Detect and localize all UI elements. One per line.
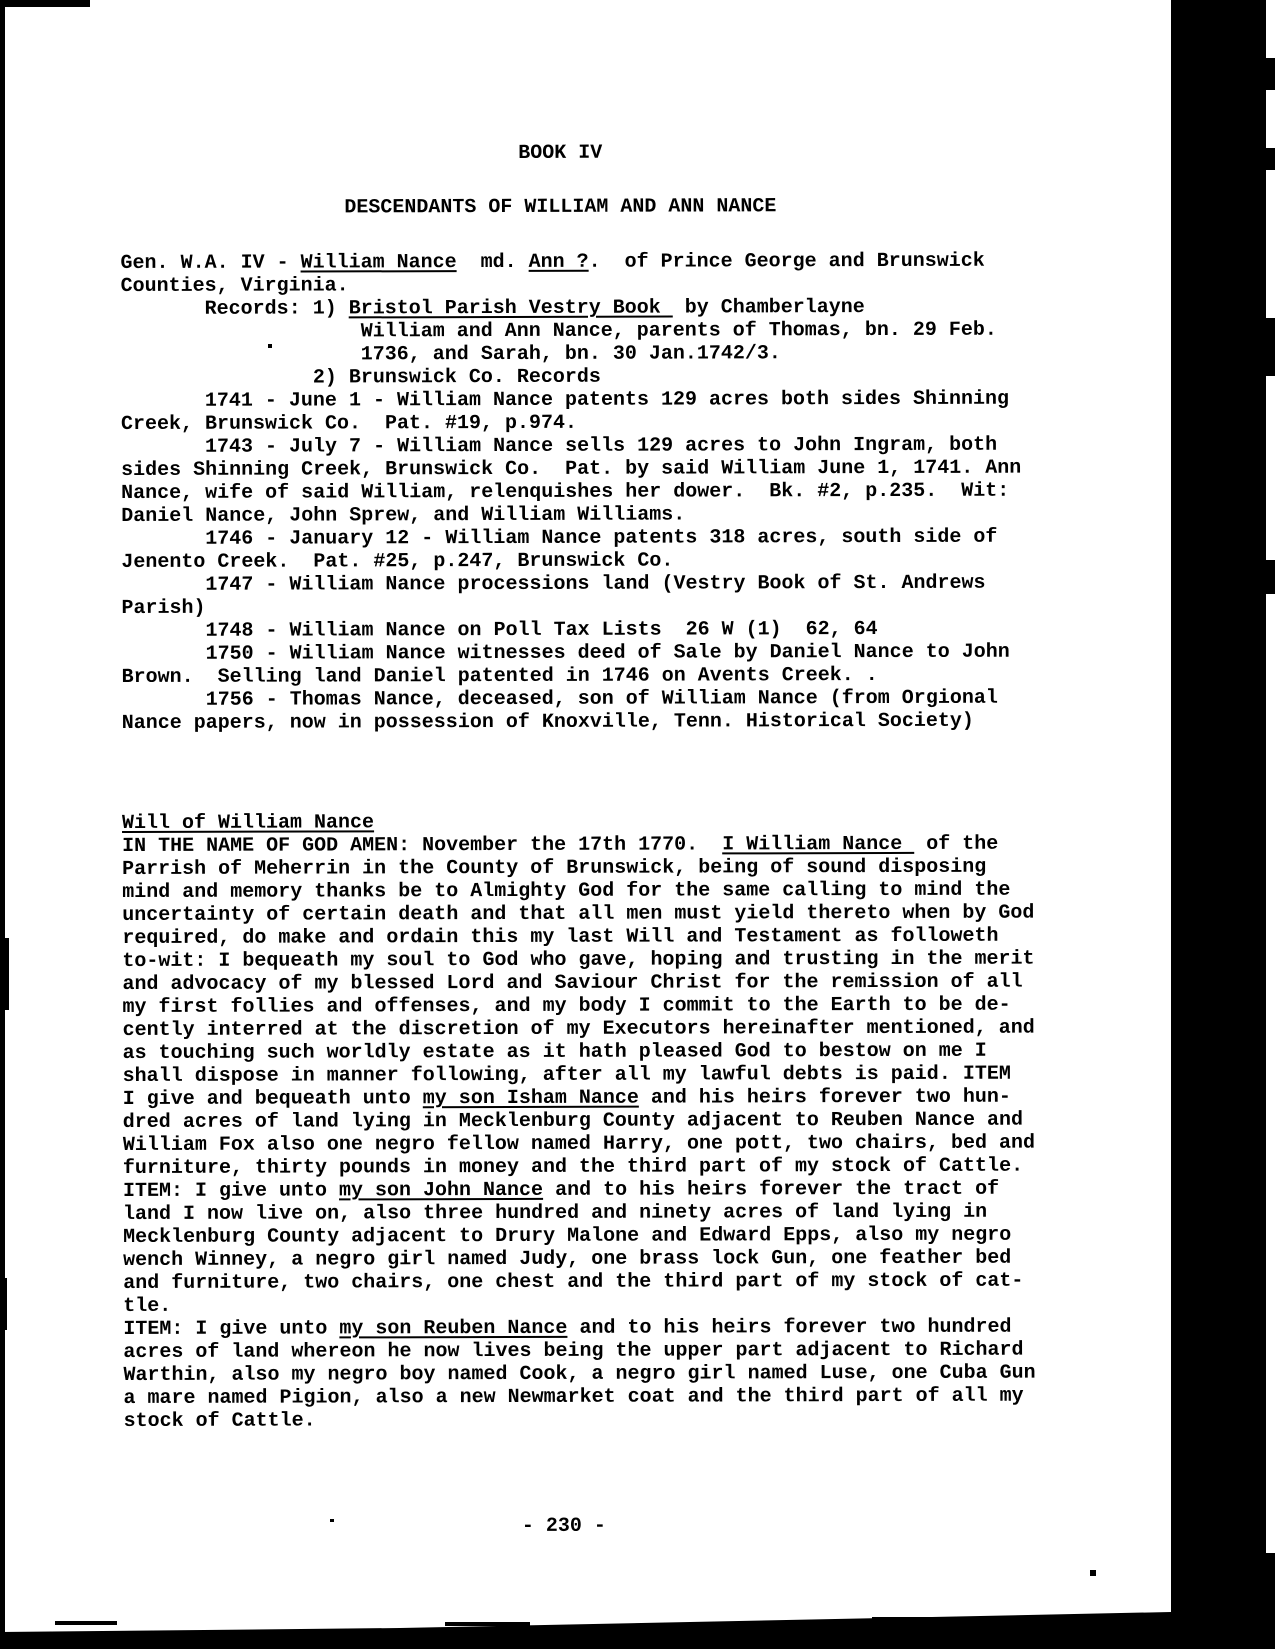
underlined-text: I William Nance bbox=[722, 832, 915, 857]
text-line bbox=[122, 924, 1182, 950]
text-segment: 1743 - July 7 - William Nance sells 129 acres to John Ingram, both bbox=[204, 433, 998, 459]
underlined-text: my son Isham Nance bbox=[422, 1086, 639, 1111]
text-line bbox=[121, 387, 1181, 413]
underlined-text: my son John Nance bbox=[338, 1178, 544, 1203]
records-section bbox=[121, 249, 1182, 735]
text-line bbox=[123, 1292, 1183, 1318]
page-number: - 230 - bbox=[521, 1514, 606, 1538]
text-line bbox=[121, 617, 1181, 643]
text-line bbox=[123, 1039, 1183, 1065]
text-line bbox=[121, 456, 1181, 482]
text-segment: uncertainty of certain death and that all men must yield thereto when by God bbox=[122, 901, 1035, 927]
underlined-text: William Nance bbox=[300, 251, 457, 275]
text-line bbox=[122, 855, 1182, 881]
text-segment: ITEM: I give unto bbox=[123, 1317, 340, 1341]
text-segment: 1750 - William Nance witnesses deed of Sale by Daniel Nance to John bbox=[205, 640, 1010, 666]
text-segment: by Chamberlayne bbox=[672, 296, 865, 320]
text-segment: Parrish of Meherrin in the County of Brunswick, being of sound disposing bbox=[122, 855, 987, 881]
text-line bbox=[123, 1154, 1183, 1180]
text-line bbox=[123, 1223, 1183, 1249]
text-segment: and advocacy of my blessed Lord and Saviour Christ for the remission of all bbox=[122, 970, 1023, 996]
text-segment: 1756 - Thomas Nance, deceased, son of William Nance (from Orgional bbox=[205, 686, 998, 712]
text-line bbox=[122, 901, 1182, 927]
text-line bbox=[123, 1062, 1183, 1088]
text-line bbox=[123, 1338, 1183, 1364]
text-line bbox=[122, 970, 1182, 996]
text-line bbox=[122, 993, 1182, 1019]
text-line bbox=[121, 571, 1181, 597]
text-segment: 1746 - January 12 - William Nance patents 318 acres, south side of bbox=[205, 525, 998, 551]
text-line bbox=[122, 832, 1182, 858]
text-line bbox=[123, 1315, 1183, 1341]
underlined-text: Bristol Parish Vestry Book bbox=[348, 296, 673, 321]
text-segment: wench Winney, a negro girl named Judy, one brass lock Gun, one feather bed bbox=[123, 1246, 1012, 1272]
text-line bbox=[121, 410, 1181, 436]
text-segment: Gen. W.A. IV - bbox=[120, 251, 301, 275]
text-line bbox=[123, 1085, 1183, 1111]
text-line bbox=[123, 1246, 1183, 1272]
text-line bbox=[122, 878, 1182, 904]
text-segment: 1736, and Sarah, bn. 30 Jan.1742/3. bbox=[360, 342, 781, 367]
text-line bbox=[121, 341, 1181, 367]
text-line bbox=[123, 1108, 1183, 1134]
text-segment: cently interred at the discretion of my Executors hereinafter mentioned, and bbox=[122, 1016, 1035, 1042]
text-line bbox=[123, 1269, 1183, 1295]
text-line bbox=[123, 1361, 1183, 1387]
text-segment: acres of land whereon he now lives being the upper part adjacent to Richard bbox=[123, 1338, 1024, 1364]
text-segment: Brown. Selling land Daniel patented in 1746 on Avents Creek. . bbox=[121, 664, 878, 689]
text-segment: Nance papers, now in possession of Knoxville, Tenn. Historical Society) bbox=[121, 709, 974, 735]
text-segment: 2) Brunswick Co. Records bbox=[312, 365, 601, 390]
text-segment: Counties, Virginia. bbox=[120, 274, 349, 298]
text-segment: ITEM: I give unto bbox=[122, 1179, 340, 1203]
text-line bbox=[121, 433, 1181, 459]
text-segment: furniture, thirty pounds in money and the third part of my stock of Cattle. bbox=[122, 1154, 1024, 1180]
text-line bbox=[121, 594, 1181, 620]
text-segment: mind and memory thanks be to Almighty God for the same calling to mind the bbox=[122, 878, 1011, 904]
text-line bbox=[121, 295, 1181, 321]
text-line bbox=[122, 640, 1182, 666]
text-segment: Warthin, also my negro boy named Cook, a negro girl named Luse, one Cuba Gun bbox=[123, 1361, 1036, 1387]
underlined-text: my son Reuben Nance bbox=[339, 1316, 568, 1341]
text-line bbox=[122, 709, 1182, 735]
text-line bbox=[121, 479, 1181, 505]
text-line bbox=[122, 686, 1182, 712]
text-line bbox=[123, 1177, 1183, 1203]
text-segment: and to his heirs forever two hundred bbox=[567, 1315, 1012, 1340]
text-segment: William Fox also one negro fellow named Harry, one pott, two chairs, bed and bbox=[122, 1131, 1036, 1157]
will-section bbox=[122, 809, 1184, 1433]
text-line bbox=[124, 1407, 1184, 1433]
text-segment: and to his heirs forever the tract of bbox=[543, 1177, 1000, 1202]
text-segment: 1747 - William Nance processions land (Vestry Book of St. Andrews bbox=[205, 571, 986, 597]
text-segment: Mecklenburg County adjacent to Drury Malone and Edward Epps, also my negro bbox=[123, 1223, 1012, 1249]
section-title: DESCENDANTS OF WILLIAM AND ANN NANCE bbox=[344, 195, 777, 220]
text-line bbox=[123, 1016, 1183, 1042]
text-segment: Nance, wife of said William, relenquishes her dower. Bk. #2, p.235. Wit: bbox=[121, 479, 1010, 505]
text-line bbox=[123, 1131, 1183, 1157]
text-segment: tle. bbox=[123, 1294, 172, 1318]
text-segment: and furniture, two chairs, one chest and the third part of my stock of cat- bbox=[123, 1269, 1024, 1295]
text-segment: as touching such worldly estate as it hath pleased God to bestow on me I bbox=[122, 1039, 987, 1065]
text-line bbox=[121, 249, 1181, 275]
text-segment: and his heirs forever two hun- bbox=[638, 1085, 1011, 1110]
text-line bbox=[122, 663, 1182, 689]
text-segment: Daniel Nance, John Sprew, and William Williams. bbox=[121, 503, 686, 528]
text-line bbox=[122, 947, 1182, 973]
text-segment: shall dispose in manner following, after all my lawful debts is paid. ITEM bbox=[122, 1062, 1011, 1088]
text-segment: Jenento Creek. Pat. #25, p.247, Brunswick Co. bbox=[121, 549, 674, 574]
text-segment: 1741 - June 1 - William Nance patents 129 acres both sides Shinning bbox=[204, 387, 1010, 413]
text-segment: . of Prince George and Brunswick bbox=[588, 249, 985, 274]
text-line bbox=[121, 548, 1181, 574]
text-segment: William and Ann Nance, parents of Thomas, bn. 29 Feb. bbox=[360, 318, 997, 344]
text-segment: 1748 - William Nance on Poll Tax Lists 26 W (1) 62, 64 bbox=[205, 618, 878, 643]
text-segment: my first follies and offenses, and my body I commit to the Earth to be de- bbox=[122, 993, 1011, 1019]
text-segment: a mare named Pigion, also a new Newmarket coat and the third part of all my bbox=[123, 1384, 1024, 1410]
text-segment: IN THE NAME OF GOD AMEN: November the 17th 1770. bbox=[122, 833, 723, 858]
text-line bbox=[121, 364, 1181, 390]
text-segment: sides Shinning Creek, Brunswick Co. Pat. by said William June 1, 1741. Ann bbox=[121, 456, 1022, 482]
text-segment: required, do make and ordain this my last Will and Testament as followeth bbox=[122, 924, 999, 950]
text-segment: of the bbox=[914, 832, 999, 856]
text-line bbox=[121, 318, 1181, 344]
underlined-text: Will of William Nance bbox=[121, 811, 375, 835]
text-line bbox=[121, 525, 1181, 551]
text-segment: Records: 1) bbox=[204, 297, 349, 321]
text-line bbox=[121, 272, 1181, 298]
text-segment: land I now live on, also three hundred and ninety acres of land lying in bbox=[123, 1200, 988, 1226]
text-segment: Parish) bbox=[121, 596, 206, 620]
text-segment: I give and bequeath unto bbox=[122, 1087, 423, 1111]
text-line bbox=[123, 1384, 1183, 1410]
text-segment: md. bbox=[456, 250, 529, 275]
book-heading: BOOK IV bbox=[518, 141, 603, 165]
text-segment: to-wit: I bequeath my soul to God who gave, hoping and trusting in the merit bbox=[122, 947, 1035, 973]
text-segment: dred acres of land lying in Mecklenburg County adjacent to Reuben Nance and bbox=[122, 1108, 1023, 1134]
underlined-text: Ann ? bbox=[528, 250, 589, 274]
text-segment: stock of Cattle. bbox=[123, 1409, 316, 1433]
text-line bbox=[121, 502, 1181, 528]
text-line bbox=[122, 809, 1182, 835]
text-line bbox=[123, 1200, 1183, 1226]
text-segment: Creek, Brunswick Co. Pat. #19, p.974. bbox=[120, 411, 578, 436]
